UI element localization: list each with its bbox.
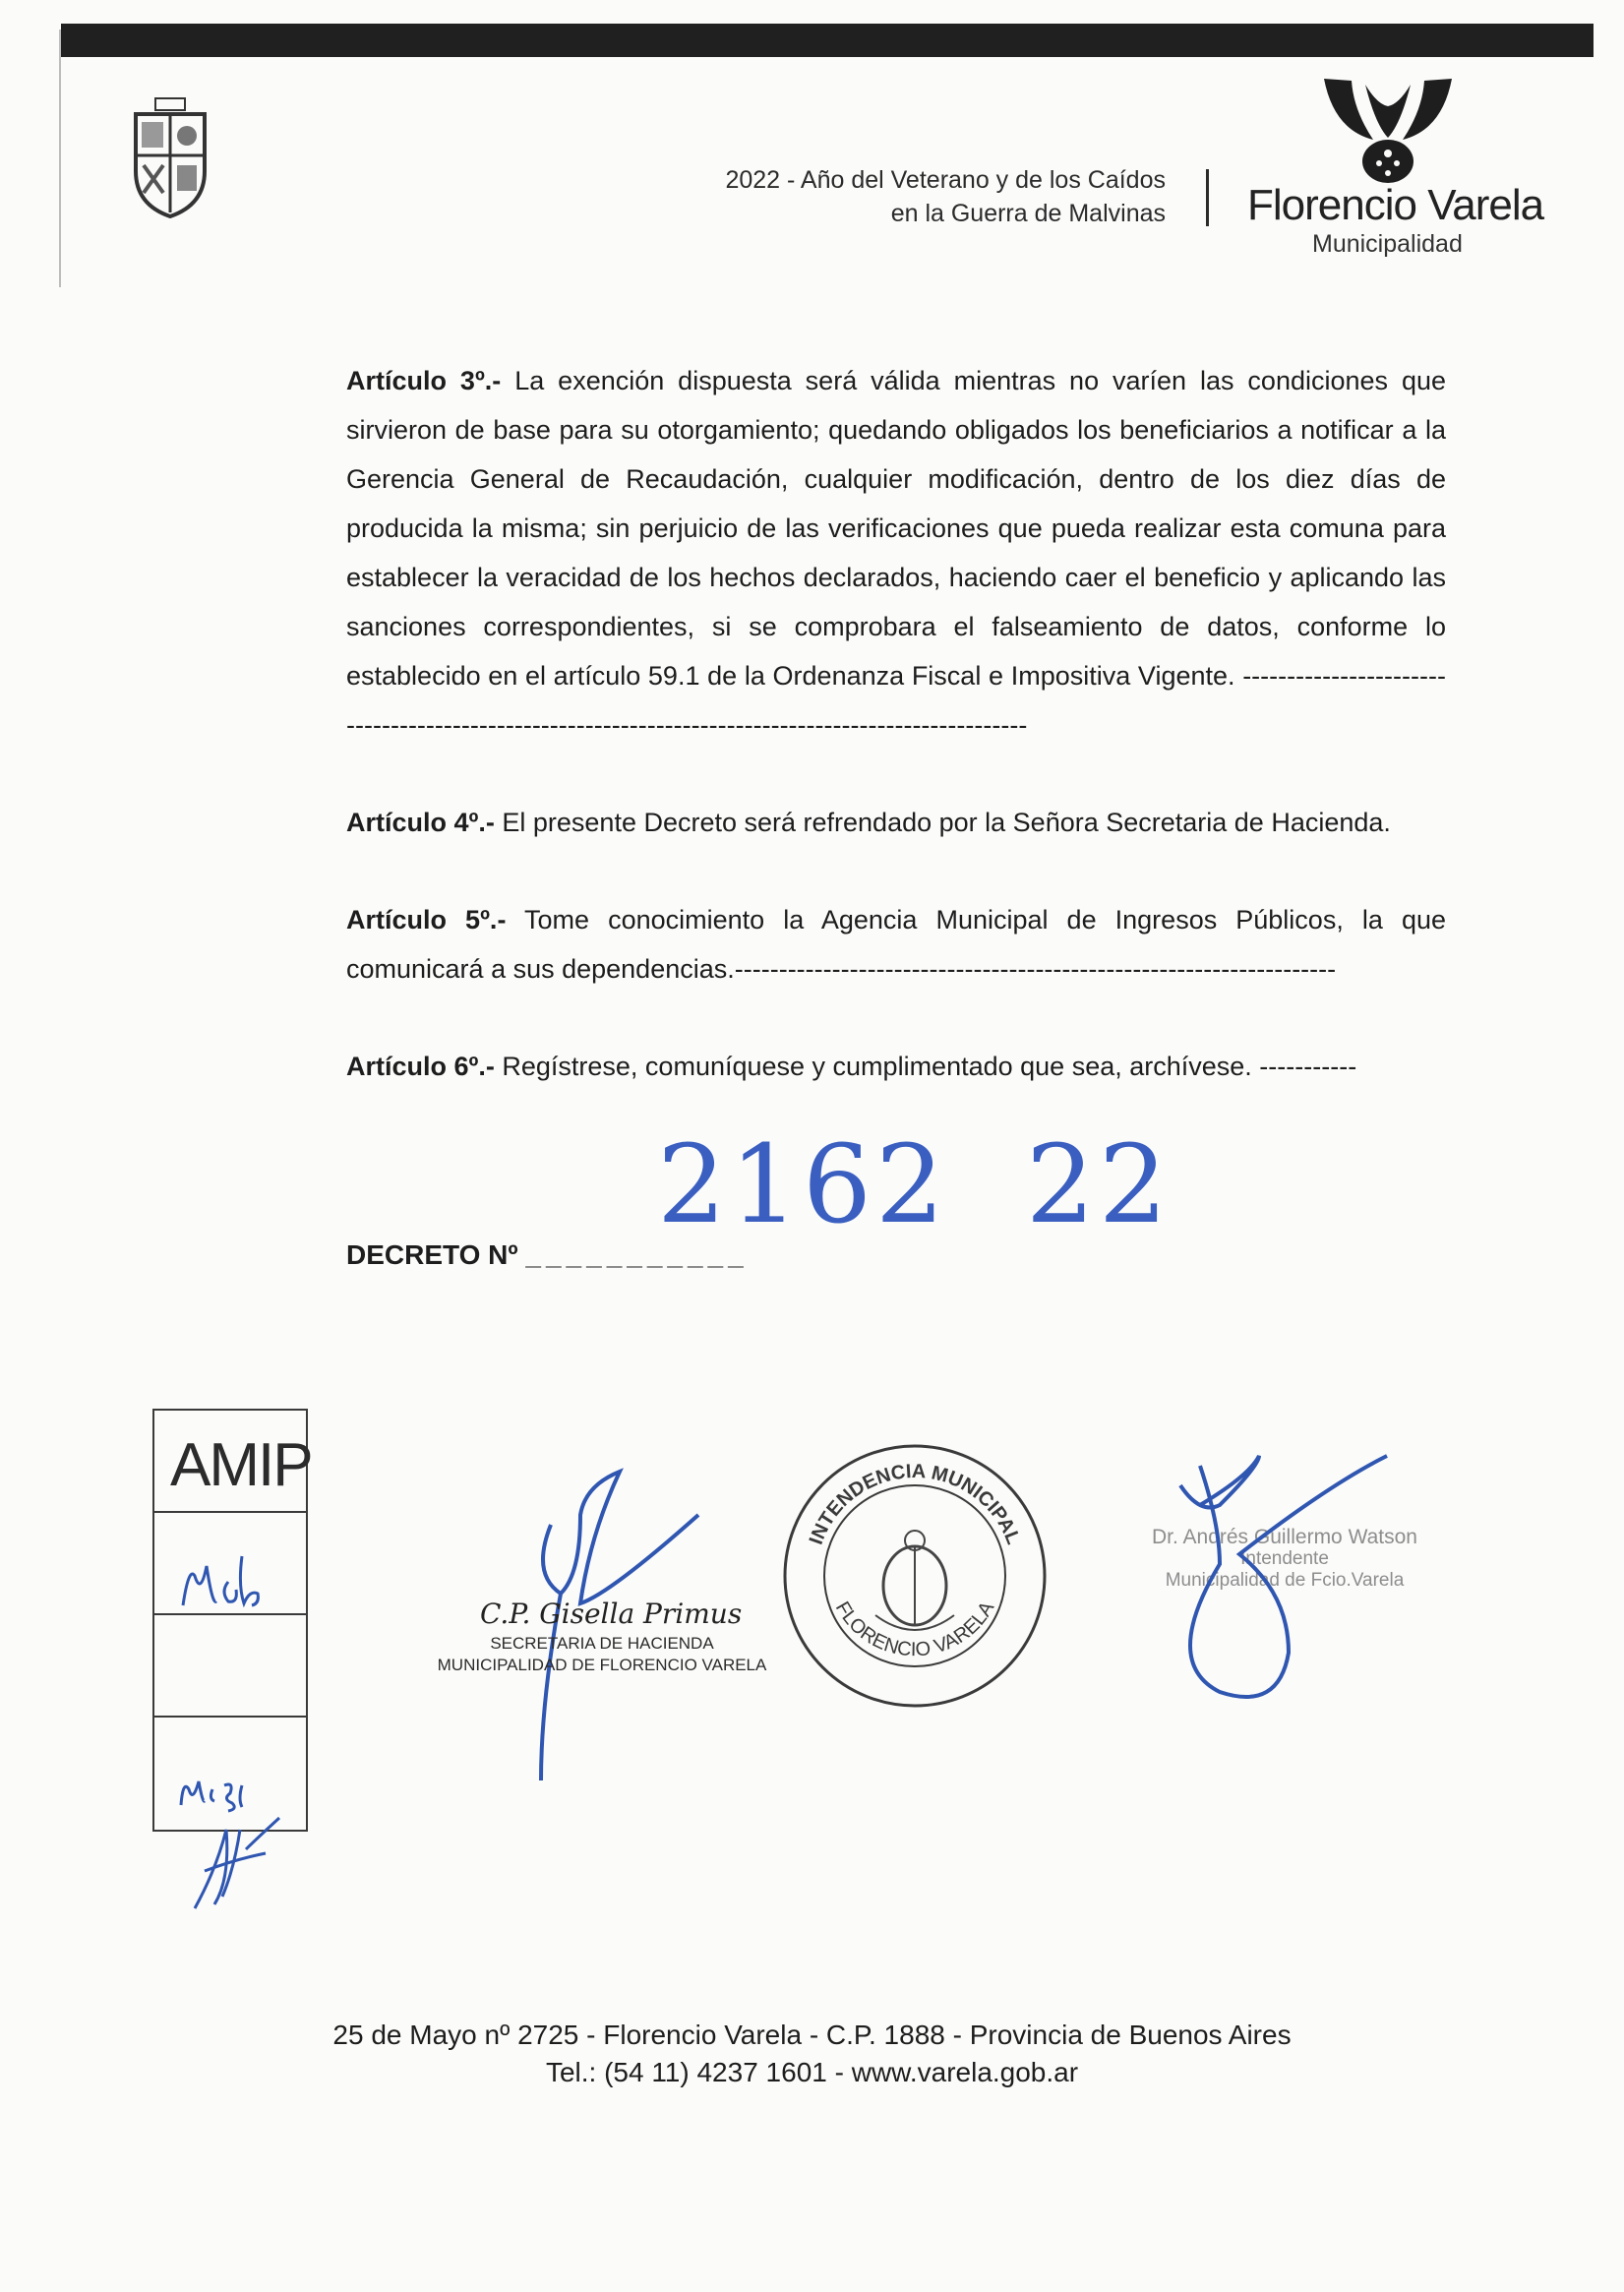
motto-line-2: en la Guerra de Malvinas [890,200,1166,227]
margin-line [59,30,61,287]
handwritten-signature-icon [1141,1446,1416,1721]
decree-number-stamp [657,1121,1172,1247]
header-separator [1206,169,1209,226]
florencio-varela-logo-icon [1314,71,1462,189]
decree-blank: ___________ [525,1239,749,1270]
article-3 [346,356,1446,750]
article-4 [346,798,1446,847]
article-text: El presente Decreto será refrendado por la Señora Secretaria de Hacienda. [494,808,1391,837]
footer-line-1: 25 de Mayo nº 2725 - Florencio Varela - C.P. 1888 - Provincia de Buenos Aires [332,2020,1292,2050]
amip-label: AMIP [170,1431,312,1499]
decree-number: 2162 [657,1121,948,1247]
article-5 [346,895,1446,994]
article-text: La exención dispuesta será válida mientras no varíen las condiciones que sirvieron de base para su otorgamiento; quedando obligados los beneficiarios a notificar a la Gerencia General de Recaudación, cualquier modificación, dentro de los diez días de producida la misma; sin perjuicio de las verificaciones que pueda realizar esta comuna para establecer la veracidad de los hechos declarados, haciendo caer el beneficio y aplicando las sanciones correspondientes, si se comprobara el falseamiento de datos, conforme lo establecido en el artículo 59.1 de la Ordenanza Fiscal e Impositiva Vigente. ---------------------------------------------------------------------------------------------------- [346,366,1446,740]
seal-bottom-text: FLORENCIO VARELA [830,1598,999,1661]
signatory-left-name: C.P. Gisella Primus [480,1598,743,1630]
signatory-left-role [425,1633,779,1676]
motto-line-1: 2022 - Año del Veterano y de los Caídos [725,166,1166,194]
signatory-left-title: SECRETARIA DE HACIENDA [490,1634,714,1653]
article-text: Tome conocimiento la Agencia Municipal de Ingresos Públicos, la que comunicará a sus dependencias.-------------------------------------------------------------------- [346,905,1446,984]
handwritten-initials-icon [173,1766,262,1815]
signatory-right-name: Dr. Andrés Guillermo Watson [1152,1526,1417,1548]
article-label: Artículo 5º.- [346,905,507,935]
year-motto [725,163,1166,230]
decree-line [346,1239,749,1271]
footer-line-2: Tel.: (54 11) 4237 1601 - www.varela.gob.ar [545,2057,1079,2087]
brand-subtitle: Municipalidad [1312,230,1463,258]
article-text: Regístrese, comuníquese y cumplimentado que sea, archívese. ----------- [494,1052,1357,1081]
amip-cell [154,1411,312,1513]
brand-name: Florencio Varela [1247,181,1544,229]
municipal-seal-icon [777,1438,1053,1714]
seal-top-text: INTENDENCIA MUNICIPAL [805,1460,1025,1548]
header-bar [61,24,1594,57]
footer-address [0,2017,1624,2091]
decree-year: 22 [1025,1121,1172,1247]
article-label: Artículo 6º.- [346,1052,495,1081]
handwritten-signature-icon [187,1810,285,1918]
signatory-right-org: Municipalidad de Fcio.Varela [1165,1570,1405,1591]
signatory-right-title: Intendente [1240,1548,1329,1569]
handwritten-initials-icon [173,1546,281,1625]
coat-of-arms-icon [130,94,211,218]
signatory-left-org: MUNICIPALIDAD DE FLORENCIO VARELA [437,1656,767,1674]
decree-label: DECRETO Nº [346,1239,518,1270]
article-label: Artículo 3º.- [346,366,502,395]
article-6 [346,1042,1446,1091]
article-label: Artículo 4º.- [346,808,495,837]
amip-cell [154,1615,306,1718]
